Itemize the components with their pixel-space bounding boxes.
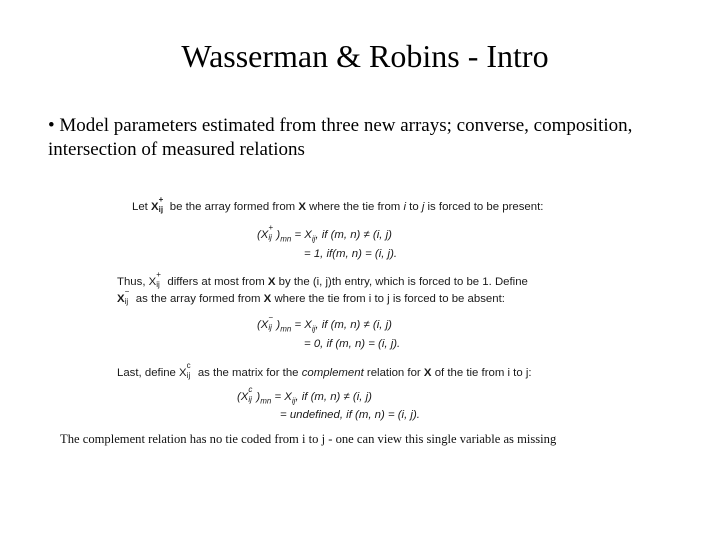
x-symbol: X xyxy=(423,367,432,379)
x-ij-plus-symbol: X + ij xyxy=(151,195,164,214)
text-matrix-for: as the matrix for the xyxy=(197,367,299,379)
eq1-part: = X xyxy=(294,229,312,241)
sub-mn: mn xyxy=(260,396,272,406)
sup-c: c xyxy=(248,385,253,394)
bullet-text: Model parameters estimated from three new arrays; converse, composition, intersection of measured relations xyxy=(48,115,633,160)
sup-plus: + xyxy=(268,223,274,232)
text-last-define: Last, define X xyxy=(117,367,187,379)
eq3-part: = X xyxy=(294,319,312,331)
eq1-part: (X xyxy=(257,229,269,241)
sub-mn: mn xyxy=(280,324,292,334)
text-forced-absent: where the tie from i to j is forced to be absent: xyxy=(274,293,505,305)
equation-2: = 1, if(m, n) = (i, j). xyxy=(304,248,398,260)
sub-ij: ij xyxy=(186,371,191,380)
eq5-part: ) xyxy=(256,391,261,403)
text-differs: differs at most from xyxy=(167,276,265,288)
eq3-part: (X xyxy=(257,319,269,331)
sub-ij: ij xyxy=(124,297,129,306)
sub-ij: ij xyxy=(268,233,272,242)
sub-ij: ij xyxy=(156,280,160,289)
equation-1 xyxy=(257,223,392,244)
sup-minus: − xyxy=(268,313,274,322)
sub-mn: mn xyxy=(280,234,292,244)
text-array-formed: as the array formed from xyxy=(135,293,261,305)
equation-4: = 0, if (m, n) = (i, j). xyxy=(304,338,401,350)
equation-3 xyxy=(257,313,392,334)
text-to: to xyxy=(409,201,419,213)
eq1-part: , if (m, n) ≠ (i, j) xyxy=(315,229,392,241)
eq5-part: = X xyxy=(274,391,292,403)
bullet-symbol: • xyxy=(48,115,55,136)
sup-minus: − xyxy=(124,287,130,296)
eq5-part: , if (m, n) ≠ (i, j) xyxy=(295,391,372,403)
eq3-part: , if (m, n) ≠ (i, j) xyxy=(315,319,392,331)
text-relation-for: relation for xyxy=(366,367,421,379)
sub-ij: ij xyxy=(291,396,296,406)
equation-6: = undefined, if (m, n) = (i, j). xyxy=(280,409,420,421)
x-symbol: X xyxy=(263,293,272,305)
text-array-formed: be the array formed from xyxy=(169,201,296,213)
text-thus: Thus, X xyxy=(117,276,157,288)
sup-c: c xyxy=(186,361,191,370)
var-j: j xyxy=(421,201,425,213)
text-by-entry: by the (i, j)th entry, which is forced to be 1. Define xyxy=(278,276,528,288)
sub-ij: ij xyxy=(158,205,164,214)
eq5-part: (X xyxy=(237,391,249,403)
sup-plus: + xyxy=(156,270,161,279)
eq1-part: ) xyxy=(276,229,281,241)
definition-line-complement xyxy=(117,361,532,380)
sub-ij: ij xyxy=(311,234,316,244)
text-let: Let xyxy=(132,201,148,213)
sub-ij: ij xyxy=(268,323,272,332)
x-symbol: X xyxy=(267,276,276,288)
definition-line-present xyxy=(132,195,544,214)
sub-ij: ij xyxy=(311,324,316,334)
text-where-tie: where the tie from xyxy=(309,201,401,213)
x-ij-minus-symbol: X xyxy=(117,293,125,305)
slide-title: Wasserman & Robins - Intro xyxy=(181,38,549,74)
definition-line-thus xyxy=(117,270,528,289)
sup-plus: + xyxy=(158,195,164,204)
sub-ij: ij xyxy=(248,395,252,404)
equation-5 xyxy=(237,385,372,406)
eq3-part: ) xyxy=(276,319,281,331)
definition-line-absent xyxy=(117,287,505,306)
var-i: i xyxy=(403,201,406,213)
text-complement: complement xyxy=(301,367,364,379)
text-of-tie: of the tie from i to j: xyxy=(434,367,532,379)
x-symbol: X xyxy=(298,201,306,213)
text-forced-present: is forced to be present: xyxy=(427,201,544,213)
bullet-item xyxy=(48,114,688,162)
footnote: The complement relation has no tie coded from i to j - one can view this single variable as missing xyxy=(60,432,557,446)
